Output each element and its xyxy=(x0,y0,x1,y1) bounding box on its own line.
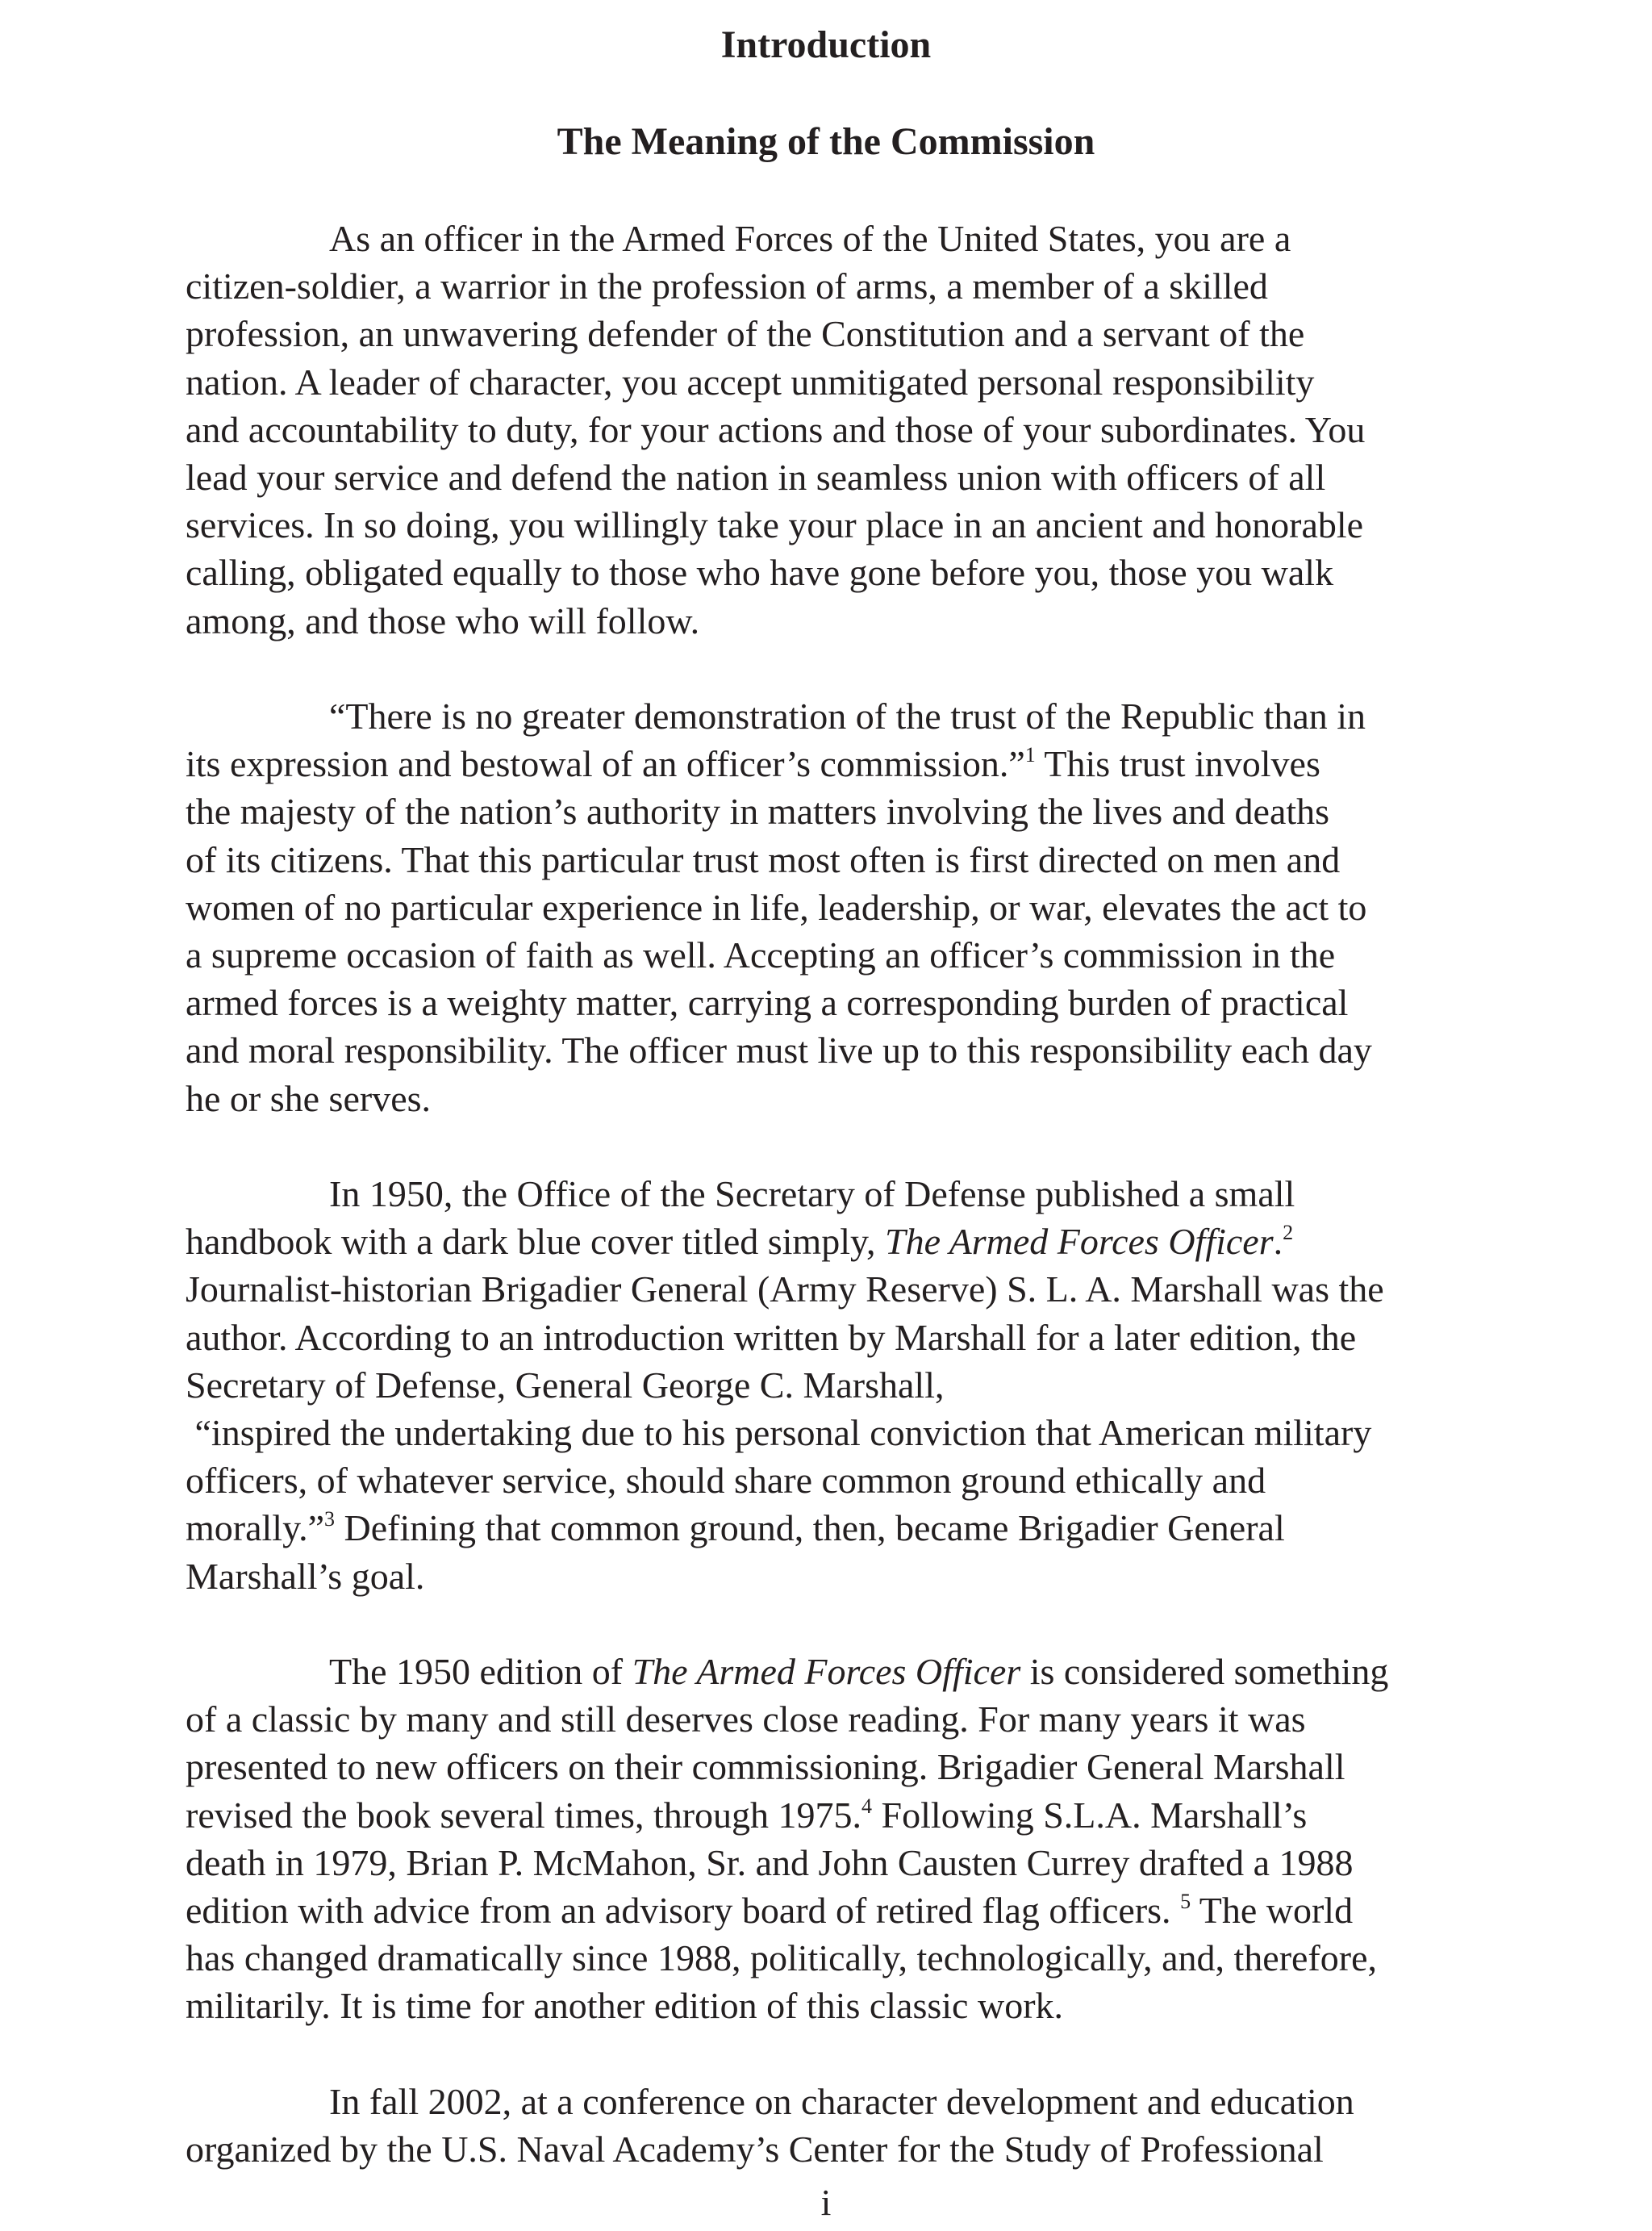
text-line: morally.”$^3$ Defining that common ground, then, became Brigadier General xyxy=(186,1507,1285,1549)
text-line: The 1950 edition of The Armed Forces Officer is considered something xyxy=(329,1651,1389,1693)
page-title: Introduction xyxy=(720,23,932,66)
page-number: i xyxy=(820,2182,832,2223)
text-line: lead your service and defend the nation in seamless union with officers of all xyxy=(186,457,1326,499)
text-line: he or she serves. xyxy=(186,1077,432,1119)
footnote-ref[interactable]: 3 xyxy=(324,1507,336,1531)
paragraph xyxy=(186,2078,1476,2173)
text-line: In 1950, the Office of the Secretary of Defense published a small xyxy=(329,1173,1295,1215)
text-line: Secretary of Defense, General George C. Marshall, xyxy=(186,1364,945,1406)
text-line: handbook with a dark blue cover titled simply, The Armed Forces Officer.$^2$ xyxy=(186,1221,1294,1263)
text-line: officers, of whatever service, should share common ground ethically and xyxy=(186,1460,1266,1502)
footnote-ref[interactable]: 5 xyxy=(1180,1890,1191,1914)
text-line: and moral responsibility. The officer must live up to this responsibility each day xyxy=(186,1030,1372,1072)
book-title: The Armed Forces Officer xyxy=(885,1221,1274,1263)
text-line: of its citizens. That this particular trust most often is first directed on men and xyxy=(186,838,1341,880)
text-line: organized by the U.S. Naval Academy’s Center for the Study of Professional xyxy=(186,2129,1324,2170)
text-line: Journalist-historian Brigadier General (Army Reserve) S. L. A. Marshall was the xyxy=(186,1268,1384,1310)
text-line: armed forces is a weighty matter, carrying a corresponding burden of practical xyxy=(186,982,1349,1024)
paragraph xyxy=(186,1170,1476,1600)
paragraph xyxy=(186,215,1476,645)
text-line: Marshall’s goal. xyxy=(186,1555,425,1597)
text-line: edition with advice from an advisory board of retired flag officers. $^5$ The world xyxy=(186,1890,1354,1932)
paragraph xyxy=(186,692,1476,1122)
text-line: “There is no greater demonstration of the trust of the Republic than in xyxy=(329,696,1366,737)
text-line: presented to new officers on their commissioning. Brigadier General Marshall xyxy=(186,1746,1345,1788)
text-line: a supreme occasion of faith as well. Accepting an officer’s commission in the xyxy=(186,934,1336,976)
footnote-ref[interactable]: 4 xyxy=(861,1794,873,1818)
text-line: “inspired the undertaking due to his personal conviction that American military xyxy=(186,1412,1372,1454)
text-line: calling, obligated equally to those who have gone before you, those you walk xyxy=(186,552,1334,594)
text-line: author. According to an introduction written by Marshall for a later edition, the xyxy=(186,1316,1357,1358)
text-line: nation. A leader of character, you accept unmitigated personal responsibility xyxy=(186,361,1315,403)
text-line: has changed dramatically since 1988, politically, technologically, and, therefore, xyxy=(186,1937,1377,1979)
text-line: services. In so doing, you willingly take your place in an ancient and honorable xyxy=(186,504,1364,546)
text-line: As an officer in the Armed Forces of the United States, you are a xyxy=(329,218,1291,259)
paragraph xyxy=(186,1648,1476,2030)
text-line: militarily. It is time for another edition of this classic work. xyxy=(186,1985,1064,2027)
text-line: citizen-soldier, a warrior in the profession of arms, a member of a skilled xyxy=(186,265,1268,307)
text-line: among, and those who will follow. xyxy=(186,600,700,641)
body-text xyxy=(186,215,1476,2221)
footnote-ref[interactable]: 2 xyxy=(1283,1221,1294,1245)
text-line: death in 1979, Brian P. McMahon, Sr. and John Causten Currey drafted a 1988 xyxy=(186,1841,1354,1883)
footnote-ref[interactable]: 1 xyxy=(1024,743,1036,767)
text-line: of a classic by many and still deserves close reading. For many years it was xyxy=(186,1698,1306,1740)
text-line: its expression and bestowal of an officer’s commission.”$^1$ This trust involves xyxy=(186,743,1320,785)
book-title: The Armed Forces Officer xyxy=(632,1651,1021,1693)
section-title: The Meaning of the Commission xyxy=(557,120,1095,163)
text-line: profession, an unwavering defender of the Constitution and a servant of the xyxy=(186,313,1305,355)
text-line: and accountability to duty, for your actions and those of your subordinates. You xyxy=(186,408,1366,450)
text-line: revised the book several times, through 1975.$^4$ Following S.L.A. Marshall’s xyxy=(186,1794,1308,1836)
text-line: the majesty of the nation’s authority in matters involving the lives and deaths xyxy=(186,791,1330,833)
text-line: women of no particular experience in life, leadership, or war, elevates the act to xyxy=(186,886,1367,928)
text-line: In fall 2002, at a conference on character development and education xyxy=(329,2080,1354,2122)
